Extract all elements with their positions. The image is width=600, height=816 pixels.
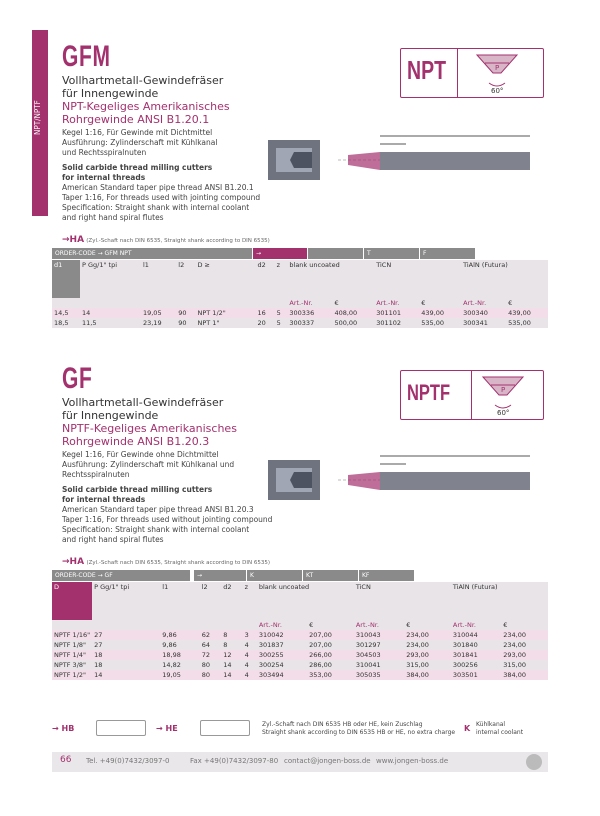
table-row: NPTF 1/2" 14 19,05 80 14 4 303494 353,00 305035 384,00 303501 384,00 (52, 670, 548, 680)
shank-he-icon (200, 720, 250, 736)
table-row: NPTF 3/8" 18 14,82 80 14 4 300254 286,00 310041 315,00 300256 315,00 (52, 660, 548, 670)
gfm-en-2: Specification: Straight shank with internal coolant (62, 203, 250, 212)
gf-order-code: ORDER-CODE → GF (52, 570, 190, 581)
gf-en-title2: for internal threads (62, 495, 146, 504)
table-row: NPTF 1/8" 27 9,86 64 8 4 301837 207,00 301297 234,00 301840 234,00 (52, 640, 548, 650)
k1-label: Kühlkanal (476, 721, 506, 728)
footer-tel: Tel. +49(0)7432/3097-0 (86, 757, 170, 765)
coating-name: TiCN (355, 583, 371, 591)
gfm-order-code: ORDER-CODE → GFM NPT (52, 248, 252, 259)
gf-shank-note: →HA (Zyl.-Schaft nach DIN 6535, Straight shank according to DIN 6535) (62, 557, 270, 567)
coating-letter: F (420, 248, 475, 259)
gfm-norm1: NPT-Kegeliges Amerikanisches (62, 100, 230, 113)
page-number: 66 (60, 755, 72, 765)
coating-letter: KT (303, 570, 358, 581)
angle-label: 60° (497, 409, 510, 417)
col-header: d1 (52, 260, 80, 298)
legend-note2: Straight shank according to DIN 6535 HB or HE, no extra charge (262, 729, 456, 736)
gf-norm2: Rohrgewinde ANSI B1.20.3 (62, 435, 210, 448)
col-header: D (52, 582, 92, 620)
gfm-de2: für Innengewinde (62, 87, 159, 100)
col-header: d2 (257, 261, 266, 269)
thread-angle-icon (463, 53, 539, 95)
hb-label: HB (61, 724, 75, 733)
coating-name: blank uncoated (289, 261, 340, 269)
col-header: l1 (162, 583, 169, 591)
gf-tool-drawing (268, 450, 548, 510)
gf-en-3: and right hand spiral flutes (62, 535, 164, 544)
he-label: HE (165, 724, 178, 733)
coating-name: blank uncoated (258, 583, 310, 591)
col-header: l2 (201, 583, 208, 591)
gfm-en-0: American Standard taper pipe thread ANSI B1.20.1 (62, 183, 254, 192)
gf-desc-2: Rechtsspiralnuten (62, 470, 130, 479)
shank-hb-icon (96, 720, 146, 736)
coating-name: TiCN (376, 261, 392, 269)
gf-en-title1: Solid carbide thread milling cutters (62, 485, 213, 494)
table-row: NPTF 1/16" 27 9,86 62 8 3 310042 207,00 310043 234,00 310044 234,00 (52, 630, 548, 640)
gf-de1: Vollhartmetall-Gewindefräser (62, 396, 224, 409)
gf-en-0: American Standard taper pipe thread ANSI B1.20.3 (62, 505, 254, 514)
footer-web: www.jongen-boss.de (376, 757, 449, 765)
col-header: l1 (142, 261, 149, 269)
table-row: NPTF 1/4" 18 18,98 72 12 4 300255 266,00 304503 293,00 301841 293,00 (52, 650, 548, 660)
gfm-en-1: Taper 1:16, For threads used with jointing compound (62, 193, 261, 202)
gfm-desc-2: und Rechtsspiralnuten (62, 148, 147, 157)
col-header: P Gg/1" tpi (82, 261, 118, 269)
coating-name: TiAlN (Futura) (452, 583, 498, 591)
col-header: z (244, 583, 249, 591)
k2-label: internal coolant (476, 729, 524, 736)
nptf-badge (400, 370, 544, 420)
coating-letter: T (364, 248, 419, 259)
gf-en-1: Taper 1:16, For threads used without jointing compound (62, 515, 273, 524)
coating-letter: K (247, 570, 302, 581)
footer (52, 752, 548, 772)
legend: → HB → HE Zyl.-Schaft nach DIN 6535 HB oder HE, kein Zuschlag Straight shank according to DIN 6535 HB or HE, no extra charge K Kühlkanal internal coolant (52, 721, 524, 736)
gf-desc-1: Ausführung: Zylinderschaft mit Kühlkanal und (62, 460, 235, 469)
npt-badge (400, 48, 544, 98)
gfm-en-title1: Solid carbide thread milling cutters (62, 163, 213, 172)
gfm-norm2: Rohrgewinde ANSI B1.20.1 (62, 113, 210, 126)
gfm-en-3: and right hand spiral flutes (62, 213, 164, 222)
gfm-desc-0: Kegel 1:16, Für Gewinde mit Dichtmittel (62, 128, 213, 137)
sidebar-label: NPT/NPTF (33, 100, 42, 135)
svg-text:P: P (495, 64, 500, 72)
table-row: 14,5 14 19,05 90 NPT 1/2" 16 5 300336 408,00 301101 439,00 300340 439,00 (52, 308, 548, 318)
gf-title: GF (62, 362, 93, 395)
col-header: P Gg/1" tpi (94, 583, 130, 591)
legend-note1: Zyl.-Schaft nach DIN 6535 HB oder HE, kein Zuschlag (262, 721, 423, 728)
gfm-title: GFM (62, 40, 111, 73)
gfm-de1: Vollhartmetall-Gewindefräser (62, 74, 224, 87)
coating-letter: KF (359, 570, 414, 581)
sidebar-tab (32, 30, 48, 216)
thread-angle-icon (475, 375, 541, 417)
col-header: d2 (223, 583, 232, 591)
col-header: l2 (178, 261, 185, 269)
angle-label: 60° (491, 87, 504, 95)
gfm-table: ORDER-CODE → GFM NPT → T F d1 P Gg/1" tpi l1 l2 D ≥ d2 z blank uncoated TiCN TiAlN (Futura) Art.-Nr. € Art.-Nr. € Art.-Nr. € 14,5 14 19,05 90 NPT 1/2" 16 5 300336 408,00 301101 439,00 300340 439,00 18,5 11,5 23,19 90 NPT 1" 20 5 300337 500,00 301102 535,00 300341 535,00 (52, 248, 548, 328)
svg-text:P: P (501, 386, 506, 394)
gfm-desc-1: Ausführung: Zylinderschaft mit Kühlkanal (62, 138, 218, 147)
col-header: z (276, 261, 281, 269)
gf-norm1: NPTF-Kegeliges Amerikanisches (62, 422, 237, 435)
logo-icon (526, 754, 542, 770)
nptf-badge-label: NPTF (407, 380, 451, 405)
gfm-shank-note: →HA (Zyl.-Schaft nach DIN 6535, Straight shank according to DIN 6535) (62, 235, 270, 245)
footer-fax: Fax +49(0)7432/3097-80 (190, 757, 279, 765)
k-label: K (464, 724, 471, 733)
gf-de2: für Innengewinde (62, 409, 159, 422)
gf-desc-0: Kegel 1:16, Für Gewinde ohne Dichtmittel (62, 450, 219, 459)
footer-mail: contact@jongen-boss.de (284, 757, 371, 765)
coating-name: TiAlN (Futura) (463, 261, 508, 269)
gfm-en-title2: for internal threads (62, 173, 146, 182)
table-row: 18,5 11,5 23,19 90 NPT 1" 20 5 300337 500,00 301102 535,00 300341 535,00 (52, 318, 548, 328)
gfm-tool-drawing (268, 130, 548, 190)
npt-badge-label: NPT (407, 55, 446, 85)
gf-table: ORDER-CODE → GF → K KT KF D P Gg/1" tpi l1 l2 d2 z blank uncoated TiCN TiAlN (Futura) Art.-Nr. € Art.-Nr. € Art.-Nr. € NPTF 1/16" 27 9,86 62 8 3 310042 207,00 310043 234,00 310044 234,00 NPTF 1/8" 27 9,86 64 8 4 301837 207,00 301297 234,00 301840 234,00 NPTF 1/4" 18 18,98 72 12 4 300255 266,00 304503 293,00 301841 293,00 NPTF 3/8" 18 14,82 80 14 4 300254 286,00 310041 315,00 300256 315,00 NPTF 1/2" 14 19,05 80 14 4 303494 353,00 305035 384,00 303501 384,00 (52, 570, 548, 680)
col-header: D ≥ (197, 261, 211, 269)
gf-en-2: Specification: Straight shank with internal coolant (62, 525, 250, 534)
coating-letter (308, 248, 363, 259)
